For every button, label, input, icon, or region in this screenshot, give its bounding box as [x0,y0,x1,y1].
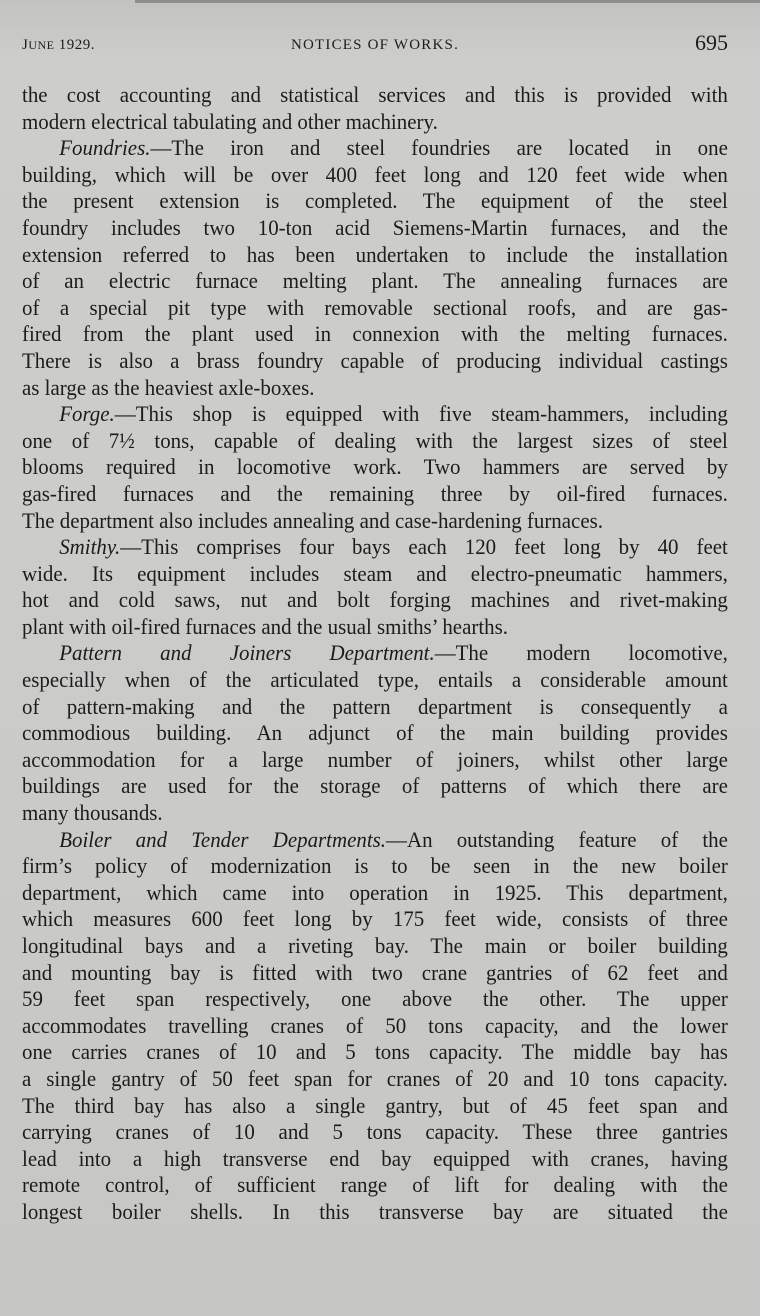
text-line [22,1013,728,1040]
text-line [22,1199,728,1226]
text-line [22,454,728,481]
line-text: of an electric furnace melting plant. The annealing furnaces are [22,268,728,294]
running-header [22,30,728,60]
text-line [22,508,728,535]
text-line [22,880,728,907]
text-line [22,215,728,242]
text-line [22,401,728,428]
text-line [22,348,728,375]
line-text: as large as the heaviest axle-boxes. [22,374,315,400]
text-line [22,321,728,348]
section-heading: Smithy. [59,534,121,560]
line-text: longitudinal bays and a riveting bay. The main or boiler building [22,933,728,958]
section-heading: Pattern and Joiners Department. [59,640,435,666]
line-text: one carries cranes of 10 and 5 tons capacity. The middle bay has [22,1039,728,1065]
page-top-edge [135,0,760,3]
line-text: accommodates travelling cranes of 50 tons capacity, and the lower [22,1012,728,1038]
text-line [22,1146,728,1173]
text-line [22,268,728,295]
text-line [22,375,728,402]
line-text: lead into a high transverse end bay equipped with cranes, having [22,1145,728,1171]
line-text: The third bay has also a single gantry, but of 45 feet span and [22,1092,728,1118]
line-text: the cost accounting and statistical services and this is provided with [22,82,728,107]
text-line [22,428,728,455]
line-text: 59 feet span respectively, one above the other. The upper [22,986,728,1012]
text-line [22,906,728,933]
line-text: gas-fired furnaces and the remaining three by oil-fired furnaces. [22,480,728,506]
paragraph-smithy [22,534,728,640]
text-line [22,534,728,561]
line-text: —This comprises four bays each 120 feet long by 40 feet [120,534,728,560]
line-text: remote control, of sufficient range of lift for dealing with the [22,1172,728,1198]
section-heading: Forge. [59,401,115,427]
line-text: carrying cranes of 10 and 5 tons capacity. These three gantries [22,1119,728,1145]
text-line [22,82,728,109]
paragraph-boiler [22,827,728,1226]
text-line [22,773,728,800]
section-heading: Foundries. [59,135,151,161]
line-text: longest boiler shells. In this transverse bay are situated the [22,1198,728,1224]
line-text: commodious building. An adjunct of the main building provides [22,720,728,746]
line-text: There is also a brass foundry capable of producing individual castings [22,347,728,373]
text-line [22,747,728,774]
text-line [22,1039,728,1066]
text-line [22,1066,728,1093]
text-line [22,720,728,747]
line-text: and mounting bay is fitted with two crane gantries of 62 feet and [22,959,728,985]
text-line [22,242,728,269]
line-text: The department also includes annealing and case-hardening furnaces. [22,507,604,533]
text-line [22,561,728,588]
text-line [22,640,728,667]
paragraph-pattern [22,640,728,826]
text-line [22,986,728,1013]
line-text: which measures 600 feet long by 175 feet wide, consists of three [22,906,728,932]
text-line [22,694,728,721]
text-line [22,853,728,880]
line-text: —The modern locomotive, [434,640,728,666]
text-line [22,295,728,322]
line-text: accommodation for a large number of joiners, whilst other large [22,746,728,772]
section-heading: Boiler and Tender Departments. [59,826,387,852]
line-text: many thousands. [22,800,163,826]
line-text: of a special pit type with removable sectional roofs, and are gas- [22,294,728,320]
line-text: firm’s policy of modernization is to be seen in the new boiler [22,853,728,879]
text-line [22,827,728,854]
header-running-title: NOTICES OF WORKS. [290,37,460,53]
text-line [22,800,728,827]
line-text: buildings are used for the storage of patterns of which there are [22,773,728,799]
line-text: —An outstanding feature of the [386,826,728,852]
paragraph-foundries [22,135,728,401]
text-line [22,1172,728,1199]
text-line [22,933,728,960]
page-body [22,82,728,1226]
text-line [22,614,728,641]
line-text: extension referred to has been undertaken to include the installation [22,241,728,267]
header-date: JUNE 1929. [22,37,96,53]
line-text: —This shop is equipped with five steam-hammers, including [114,401,728,427]
line-text: one of 7½ tons, capable of dealing with the largest sizes of steel [22,427,728,453]
line-text: foundry includes two 10-ton acid Siemens-Martin furnaces, and the [22,214,728,240]
line-text: department, which came into operation in 1925. This department, [22,879,728,905]
line-text: blooms required in locomotive work. Two hammers are served by [22,454,728,480]
text-line [22,481,728,508]
page-number: 695 [695,30,728,55]
line-text: the present extension is completed. The equipment of the steel [22,188,728,214]
text-line [22,135,728,162]
text-line [22,188,728,215]
paragraph-forge [22,401,728,534]
line-text: plant with oil-fired furnaces and the usual smiths’ hearths. [22,613,508,639]
line-text: of pattern-making and the pattern department is consequently a [22,693,728,719]
text-line [22,1093,728,1120]
text-line [22,667,728,694]
text-line [22,1119,728,1146]
line-text: a single gantry of 50 feet span for cranes of 20 and 10 tons capacity. [22,1065,728,1091]
paragraph-continuation [22,82,728,135]
line-text: fired from the plant used in connexion with the melting furnaces. [22,321,728,347]
line-text: hot and cold saws, nut and bolt forging machines and rivet-making [22,587,728,613]
text-line [22,587,728,614]
text-line [22,109,728,136]
text-line [22,162,728,189]
line-text: modern electrical tabulating and other machinery. [22,108,438,134]
line-text: especially when of the articulated type, entails a considerable amount [22,667,728,693]
line-text: wide. Its equipment includes steam and electro-pneumatic hammers, [22,560,728,586]
text-line [22,960,728,987]
line-text: —The iron and steel foundries are located in one [150,135,728,161]
line-text: building, which will be over 400 feet long and 120 feet wide when [22,161,728,187]
